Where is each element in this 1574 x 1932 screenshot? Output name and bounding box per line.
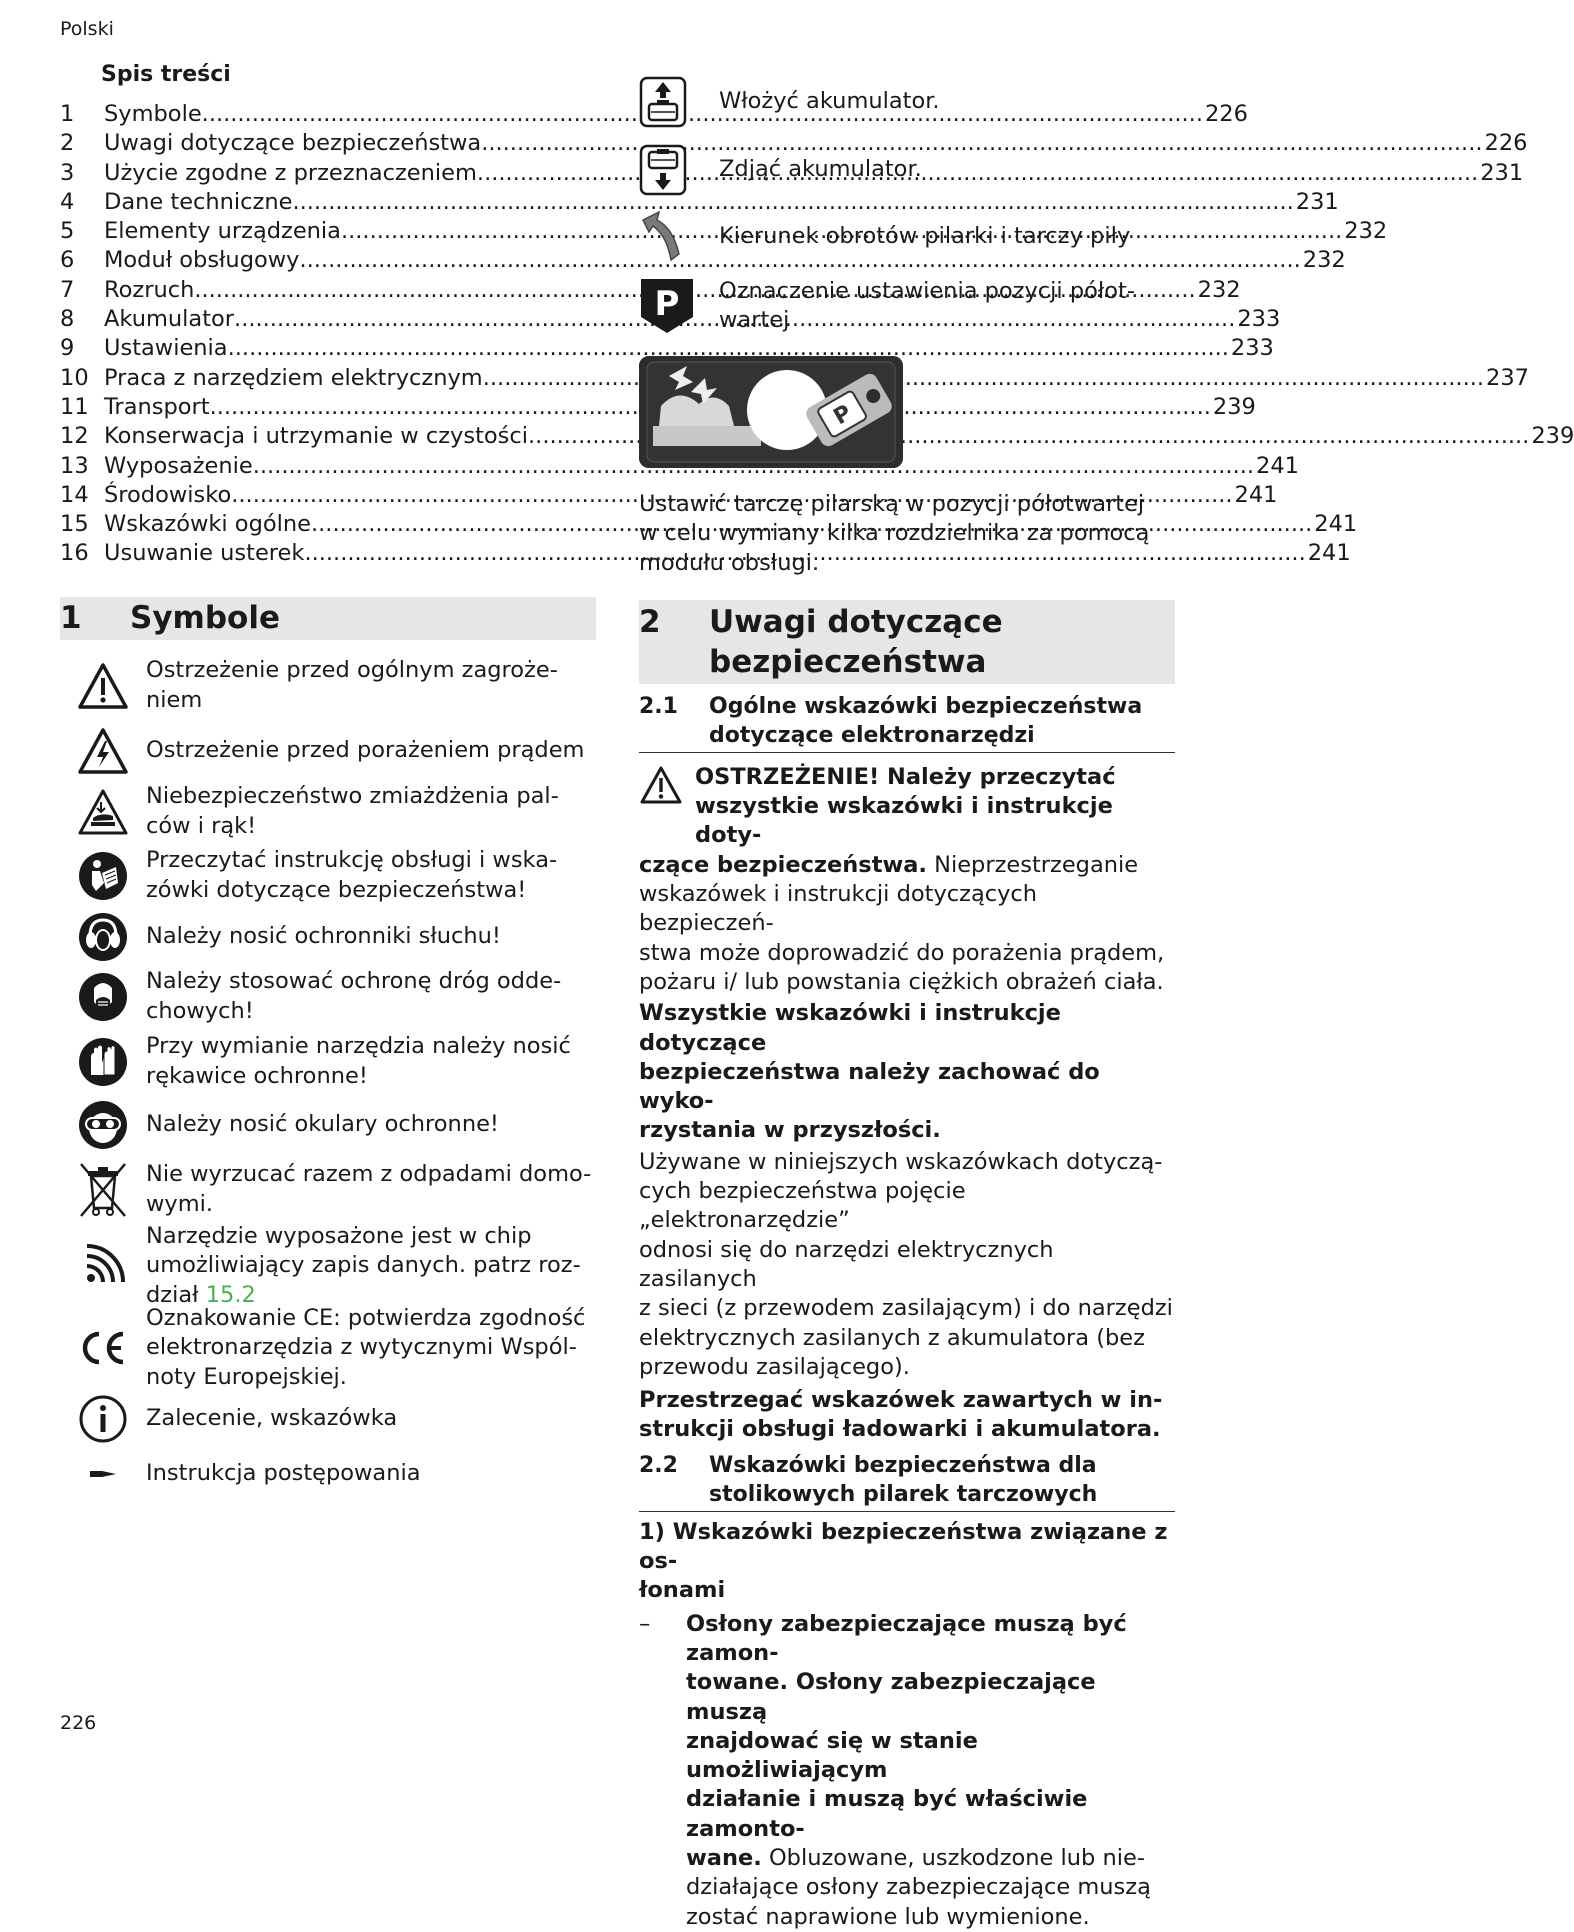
info-icon [60,1394,146,1444]
parking-letter: P [829,400,857,431]
toc-entry-number: 12 [60,423,89,450]
keep-instructions-text [639,999,1175,1145]
symbol-description-line: Instrukcja postępowania [146,1460,421,1486]
symbol-description-line: Zalecenie, wskazówka [146,1405,398,1431]
symbol-description-line: Narzędzie wyposażone jest w chip [146,1222,532,1249]
guards-bold-end: wane. [686,1844,762,1871]
symbol-description [146,922,596,952]
toc-entry[interactable] [60,334,1274,363]
symbol-row [60,844,596,908]
toc-entry-title: Środowisko [104,481,232,508]
symbol-description-line: Nie wyrzucać razem z odpadami domo- [146,1161,592,1188]
battery-symbol-row [639,68,1175,136]
toc-entry-title: Akumulator [104,306,235,333]
section-1-heading [60,597,596,640]
toc-entry-page: 232 [1344,218,1388,245]
subsection-title-line: stolikowych pilarek tarczowych [709,1481,1098,1507]
toc-entry-number: 5 [60,218,75,245]
section-title [709,602,1003,684]
section-number: 2 [639,603,661,640]
symbol-description-line: Ostrzeżenie przed ogólnym zagroże- [146,657,558,684]
symbol-description-line: Ostrzeżenie przed porażeniem prądem [146,737,585,763]
symbol-description [146,736,596,766]
definition-text [639,1148,1175,1382]
text-line: Używane w niniejszych wskazówkach dotyczą- [639,1148,1163,1175]
guards-list-item [639,1610,1175,1932]
symbol-description-line: Niebezpieczeństwo zmiażdżenia pal- [146,783,559,810]
toc-entry-title: Wyposażenie [104,452,253,479]
toc-entry-number: 8 [60,306,75,333]
symbol-row [60,1028,596,1096]
toc-entry-number: 16 [60,540,89,567]
symbol-description [146,1404,596,1434]
toc-entry-page: 226 [1204,101,1248,127]
respirator-icon [60,972,146,1022]
right-column [639,68,1175,1932]
symbol-description [719,87,1175,117]
symbol-description [146,1110,596,1140]
symbol-description-line: Zdjąć akumulator. [719,156,922,183]
caption-line: modułu obsługi. [639,549,820,576]
guards-heading [639,1518,1175,1606]
toc-entry[interactable] [60,129,1528,158]
symbol-description-line: chowych! [146,997,254,1024]
symbol-description-line: Oznakowanie CE: potwierdza zgodność [146,1304,586,1331]
toc-entry-title: Symbole [104,101,202,127]
symbol-description-line: Kierunek obrotów pilarki i tarczy piły [719,223,1131,250]
section-reference-link[interactable]: 15.2 [205,1281,256,1308]
toc-entry-page: 241 [1314,511,1358,538]
symbol-description-line: noty Europejskiej. [146,1363,347,1390]
subsection-2-1-heading [639,692,1175,753]
toc-entry[interactable] [60,364,1529,393]
symbol-description-line: Przeczytać instrukcję obsługi i wska- [146,847,558,874]
illustration-caption [639,490,1175,578]
symbol-description-line: zówki dotyczące bezpieczeństwa! [146,876,527,903]
symbol-row [60,650,596,722]
text-line: działające osłony zabezpieczające muszą [686,1874,1151,1901]
electric-shock-warning-icon [60,727,146,775]
text-line: elektrycznych zasilanych z akumulatora (bez [639,1324,1145,1351]
toc-entry-title: Elementy urządzenia [104,218,341,245]
symbol-description [146,846,596,905]
symbol-row [60,1390,596,1448]
symbol-description [146,1160,596,1219]
symbol-description-line: wymi. [146,1190,214,1217]
toc-entry-page: 231 [1295,188,1339,215]
toc-entry-title: Konserwacja i utrzymanie w czystości [104,423,529,450]
dash-bullet: – [639,1610,651,1637]
symbol-description-line: rękawice ochronne! [146,1062,368,1089]
warning-bold-end: czące bezpieczeństwa. [639,851,927,878]
text-line: cych bezpieczeństwa pojęcie „elektronarzędzie” [639,1178,966,1234]
symbol-description-line: Włożyć akumulator. [719,88,940,115]
symbol-row [60,780,596,844]
warning-title [639,763,1175,851]
subsection-title [709,692,1142,750]
symbol-description [719,222,1175,252]
toc-entry-number: 7 [60,276,75,303]
hand-crush-warning-icon [60,788,146,836]
warning-normal-after: Nieprzestrzeganie [926,851,1139,878]
symbol-description [146,967,596,1026]
toc-entry-number: 15 [60,511,89,538]
toc-entry-page: 233 [1237,306,1281,333]
guards-item-text [686,1873,1175,1932]
text-line: działanie i muszą być właściwie zamonto- [686,1786,1088,1842]
half-open-illustration [639,356,903,468]
battery-symbol-row [639,204,1175,270]
toc-entry-page: 232 [1197,276,1241,303]
read-manual-icon [60,851,146,901]
symbol-description [146,1222,596,1311]
section-title-line: Uwagi dotyczące [709,603,1003,640]
symbol-description [146,656,596,715]
safety-goggles-icon [60,1100,146,1150]
symbol-description-line: Należy stosować ochronę dróg odde- [146,968,562,995]
toc-entry-title: Dane techniczne [104,188,293,215]
text-line: 1) Wskazówki bezpieczeństwa związane z os- [639,1518,1168,1575]
rfid-chip-icon [60,1244,146,1288]
half-open-blade-icon [639,356,903,468]
symbol-description-line: Oznaczenie ustawienia pozycji półot- [719,277,1135,304]
text-line: z sieci (z przewodem zasilającym) i do narzędzi [639,1295,1173,1322]
toc-entry-number: 14 [60,481,89,508]
toc-entry-page: 239 [1212,393,1256,420]
text-line: łonami [639,1577,726,1604]
warning-title-line: wszystkie wskazówki i instrukcje doty- [695,793,1113,849]
symbol-description [146,1459,596,1489]
toc-entry-page: 233 [1230,335,1274,362]
warning-text-line: wskazówek i instrukcji dotyczących bezpieczeń- [639,881,1038,937]
warning-text [639,880,1175,997]
parking-letter: P [654,284,680,324]
text-line: Wszystkie wskazówki i instrukcje dotyczące [639,1000,1061,1056]
symbol-row [60,908,596,966]
toc-entry-title: Moduł obsługowy [104,247,300,274]
toc-entry-title: Transport [104,393,210,420]
toc-entry-title: Użycie zgodne z przeznaczeniem [104,159,477,186]
toc-entry-number: 6 [60,247,75,274]
text-line: strukcji obsługi ładowarki i akumulatora. [639,1416,1161,1443]
battery-symbol-row [639,136,1175,204]
symbol-description-line: wartej [719,307,790,333]
text-line: rzystania w przyszłości. [639,1117,941,1144]
toc-entry-number: 9 [60,335,75,362]
toc-entry-title: Wskazówki ogólne [104,511,311,538]
toc-entry-number: 2 [60,130,75,157]
symbol-description [146,1304,596,1393]
toc-entry-page: 241 [1307,540,1351,567]
toc-entry[interactable] [60,422,1574,451]
protective-gloves-icon [60,1037,146,1087]
instruction-arrow-icon [60,1466,146,1482]
crossed-bin-icon [60,1160,146,1220]
toc-title: Spis treści [101,62,231,87]
toc-entry[interactable] [60,393,1256,422]
symbol-description-line: niem [146,686,203,713]
toc-entry[interactable] [60,246,1346,275]
toc-entry-title: Uwagi dotyczące bezpieczeństwa [104,130,482,157]
symbol-description [719,277,1175,336]
toc-entry-page: 239 [1531,423,1574,450]
toc-entry-title: Praca z narzędziem elektrycznym [104,364,483,391]
toc-entry-number: 3 [60,159,75,186]
ce-mark-icon [60,1328,146,1368]
toc-entry-title: Rozruch [104,276,195,303]
text-line: odnosi się do narzędzi elektrycznych zasilanych [639,1236,1054,1292]
symbol-row [60,1154,596,1226]
text-line: bezpieczeństwa należy zachować do wyko- [639,1058,1100,1115]
battery-symbol-row [639,270,1175,342]
toc-entry-title: Usuwanie usterek [104,540,305,567]
caption-line: w celu wymiany kilka rozdzielnika za pomocą [639,520,1150,547]
symbol-description-line: ców i rąk! [146,812,257,839]
symbol-description [146,782,596,841]
text-line: zostać naprawione lub wymienione. [686,1903,1090,1930]
toc-entry-page: 226 [1484,130,1528,157]
reference-prefix: dział [146,1281,206,1308]
battery-symbols-list [639,68,1175,342]
toc-entry-number: 11 [60,393,89,420]
text-line: Przestrzegać wskazówek zawartych w in- [639,1387,1163,1414]
parking-position-icon [639,277,719,335]
section-title: Symbole [130,599,280,636]
symbol-row [60,722,596,780]
symbol-description-line: Przy wymianie narzędzia należy nosić [146,1033,571,1060]
text-line: przewodu zasilającego). [639,1353,910,1380]
subsection-number: 2.2 [639,1452,678,1478]
warning-block [639,763,1175,997]
subsection-title-line: Wskazówki bezpieczeństwa dla [709,1452,1097,1478]
general-warning-icon [60,662,146,710]
subsection-number: 2.1 [639,693,678,719]
toc-entry[interactable] [60,188,1339,217]
remove-battery-icon [639,144,719,196]
warning-title-line: OSTRZEŻENIE! Należy przeczytać [695,763,1116,790]
text-line: towane. Osłony zabezpieczające muszą [686,1669,1096,1725]
symbol-description [146,1032,596,1091]
symbol-row [60,1306,596,1390]
insert-battery-icon [639,76,719,128]
toc-entry-page: 237 [1486,364,1529,391]
subsection-2-2-heading [639,1451,1175,1512]
symbol-description-line: Należy nosić ochronniki słuchu! [146,923,501,949]
language-label: Polski [60,18,114,40]
section-2-heading [639,600,1175,684]
warning-text-line [639,851,1175,880]
section-title-line: bezpieczeństwa [709,643,987,680]
symbol-description [719,155,1175,185]
caption-line: Ustawić tarczę pilarską w pozycji półotwartej [639,491,1145,517]
toc-entry-title: Ustawienia [104,335,228,362]
toc-entry-page: 241 [1256,452,1299,479]
toc-entry[interactable] [60,452,1299,481]
text-line: Osłony zabezpieczające muszą być zamon- [686,1610,1127,1666]
guards-item-bold [686,1610,1175,1844]
warning-text-line: stwa może doprowadzić do porażenia prądem, [639,939,1165,966]
symbol-row [60,1448,596,1500]
subsection-title-line: dotyczące elektronarzędzi [709,722,1035,748]
text-line: znajdować się w stanie umożliwiającym [686,1727,978,1784]
toc-entry-number: 13 [60,452,89,479]
page-number: 226 [60,1712,97,1734]
ear-protection-icon [60,912,146,962]
toc-entry-page: 231 [1480,159,1524,186]
rotation-direction-icon [639,210,719,264]
section-number: 1 [60,599,82,636]
subsection-title-line: Ogólne wskazówki bezpieczeństwa [709,693,1143,719]
guards-item-mixed-line [686,1844,1175,1873]
toc-entry-page: 232 [1302,247,1346,274]
toc-entry-page: 241 [1234,481,1278,508]
warning-text-line: pożaru i/ lub powstania ciężkich obrażeń ciała. [639,968,1164,995]
observe-charger-text [639,1386,1175,1445]
subsection-title [709,1451,1097,1509]
symbol-row [60,1096,596,1154]
symbol-row [60,966,596,1028]
symbol-description-line: umożliwiający zapis danych. patrz roz- [146,1252,581,1278]
warning-triangle-icon [639,765,683,805]
toc-entry-number: 4 [60,188,75,215]
symbol-description-line: Należy nosić okulary ochronne! [146,1111,499,1137]
toc-entry-number: 1 [60,101,75,127]
guards-normal-after: Obluzowane, uszkodzone lub nie- [761,1844,1145,1871]
symbol-description-line: elektronarzędzia z wytycznymi Wspól- [146,1334,577,1360]
symbol-row [60,1222,596,1308]
symbols-list [60,650,596,1500]
toc-entry-number: 10 [60,364,89,391]
